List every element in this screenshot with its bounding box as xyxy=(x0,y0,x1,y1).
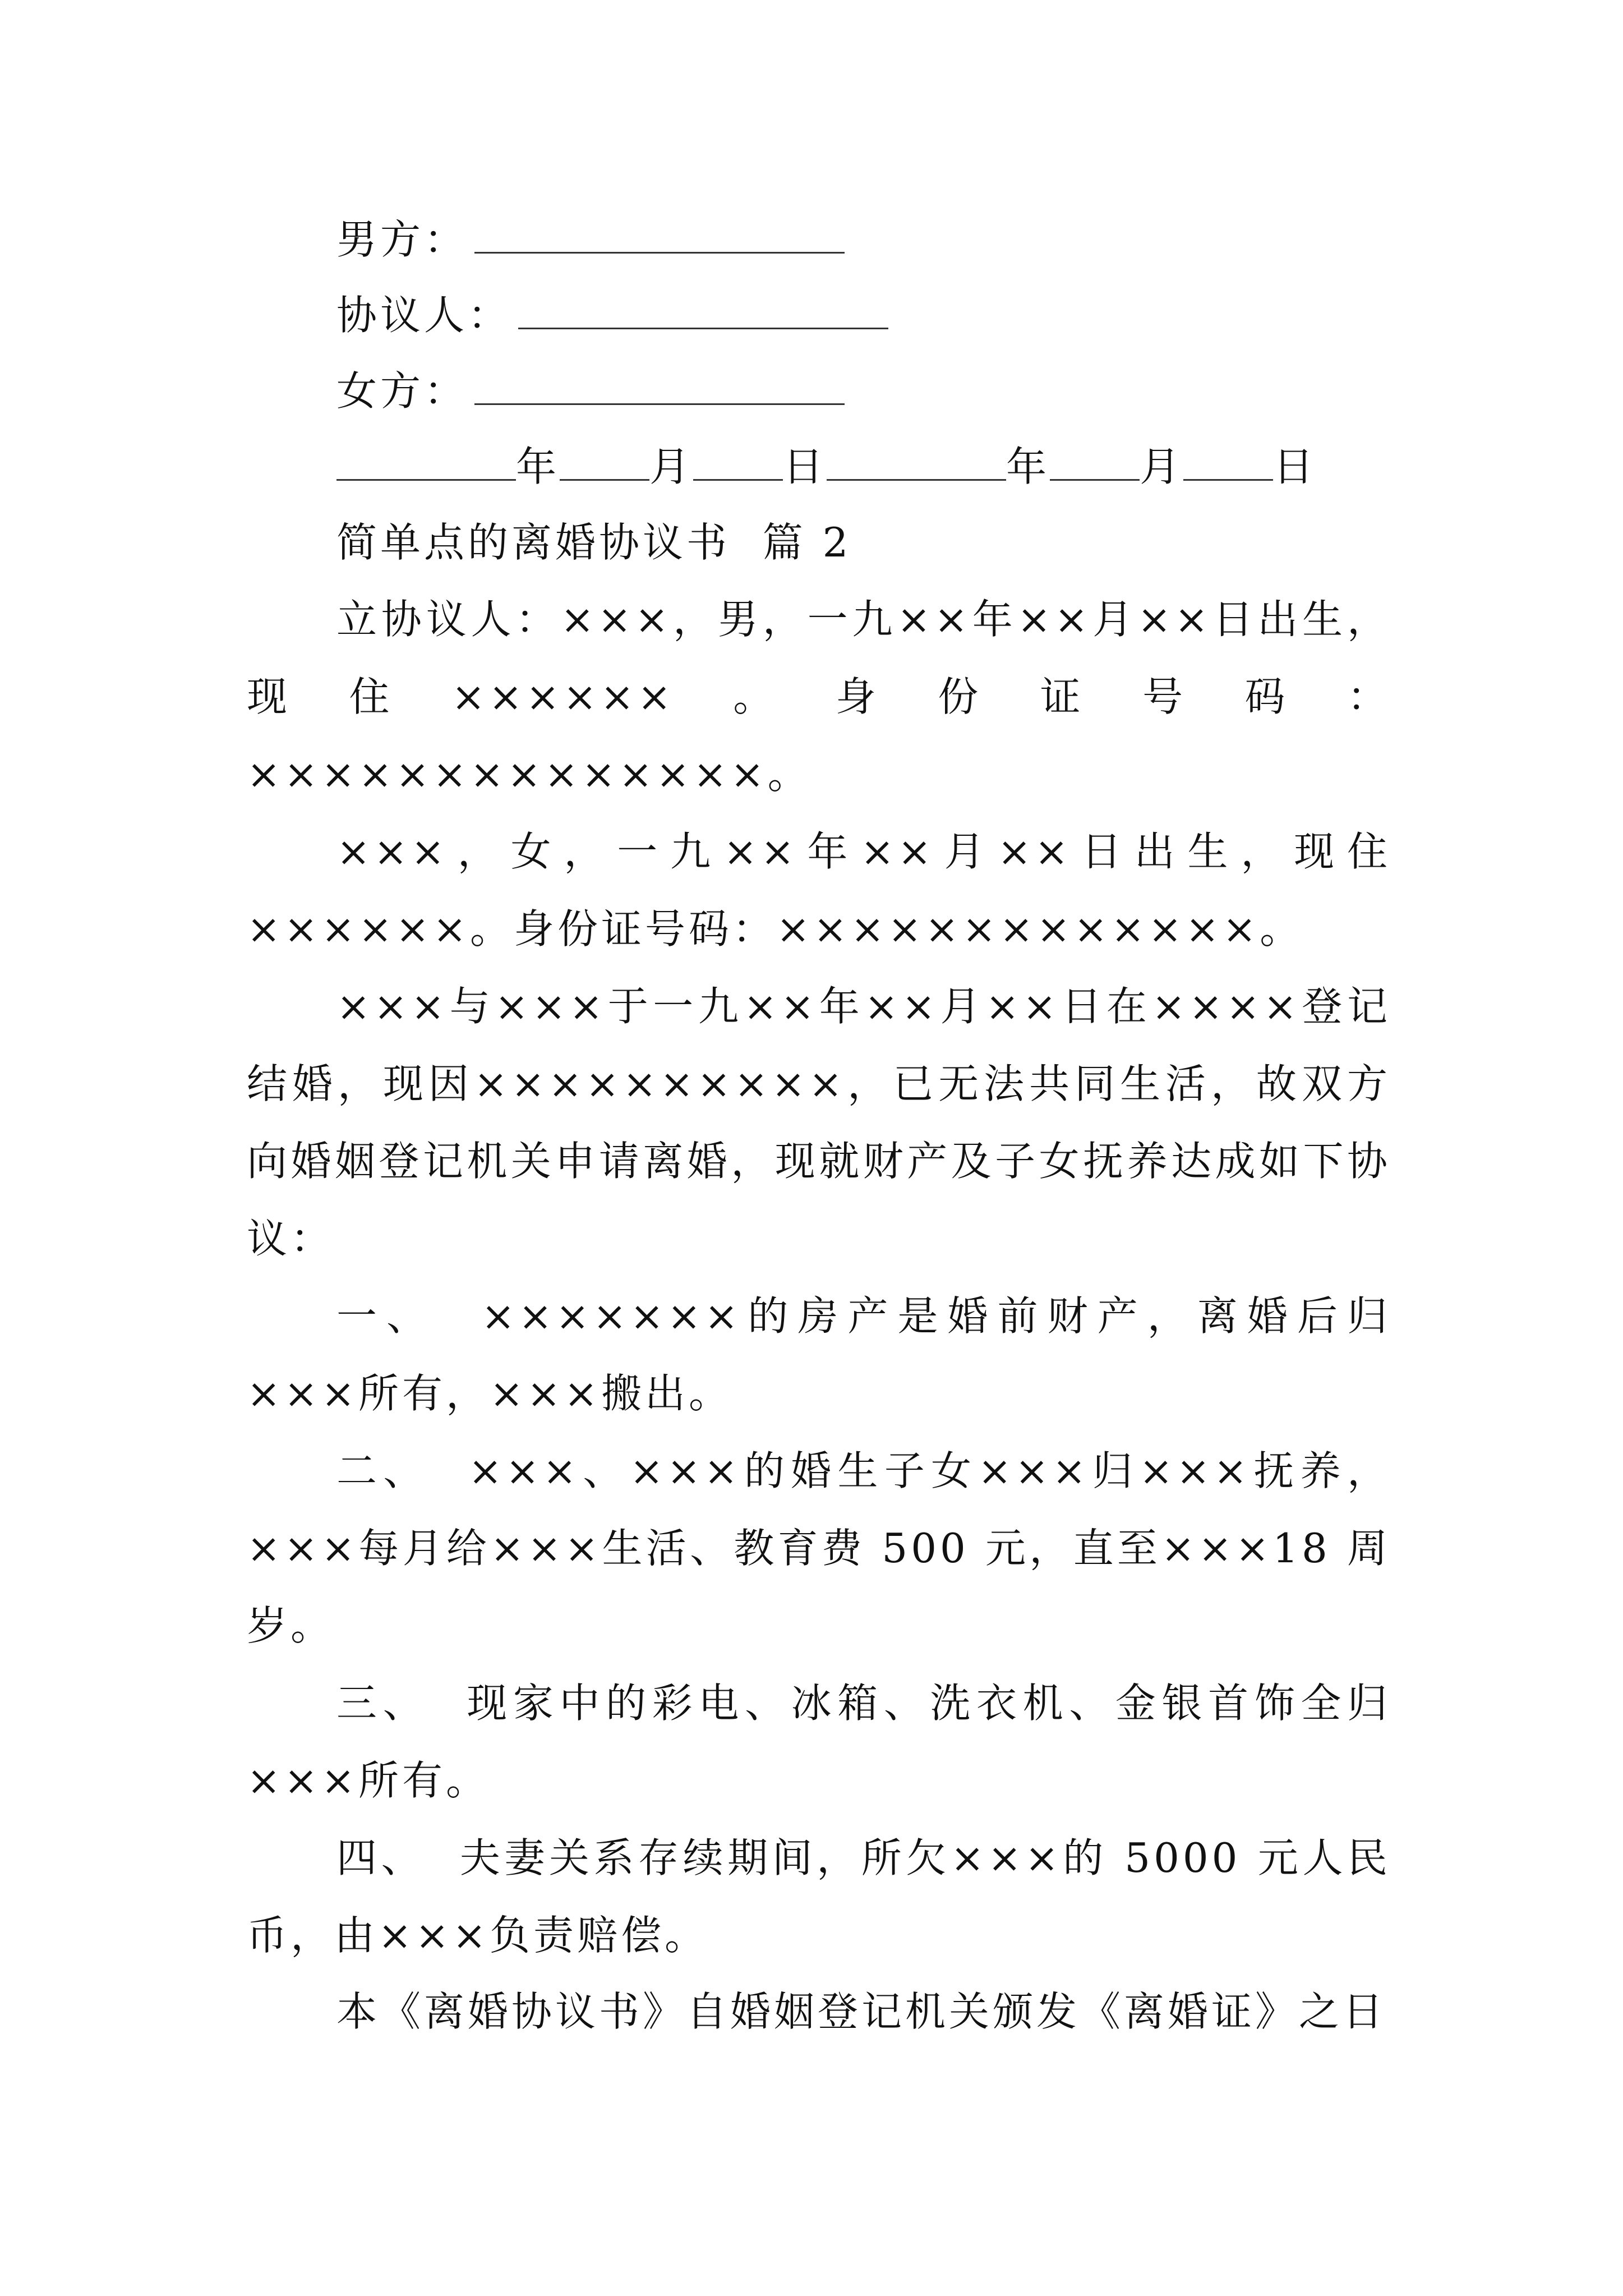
day-label-1: 日 xyxy=(783,443,827,490)
effective-clause-line: 本《离婚协议书》自婚姻登记机关颁发《离婚证》之日 xyxy=(336,1988,1387,2035)
female-signature-blank xyxy=(474,372,845,405)
day-blank-2 xyxy=(1183,448,1273,481)
female-signature-line xyxy=(247,353,1391,429)
male-label: 男方： xyxy=(336,216,468,263)
date-line xyxy=(247,429,1391,505)
male-signature-blank xyxy=(474,220,845,254)
clause-1-property: 一、 ×××××××的房产是婚前财产，离婚后归×××所有，×××搬出。 xyxy=(247,1292,1391,1417)
document-body xyxy=(247,202,1391,2050)
marriage-background-paragraph: ×××与×××于一九××年××月××日在××××登记结婚，现因××××××××××，已无法共同生活，故双方向婚姻登记机关申请离婚，现就财产及子女抚养达成如下协议： xyxy=(247,983,1391,1262)
agreement-party-signature-line xyxy=(247,278,1391,353)
female-label: 女方： xyxy=(336,367,468,415)
month-label-2: 月 xyxy=(1140,443,1184,490)
section-title: 简单点的离婚协议书 篇 2 xyxy=(336,519,852,566)
parties-paragraph-male: 立协议人：×××，男，一九××年××月××日出生，现住××××××。身份证号码：××××××××××××××。 xyxy=(247,596,1391,798)
day-label-2: 日 xyxy=(1273,443,1317,490)
month-label-1: 月 xyxy=(649,443,694,490)
year-label-2: 年 xyxy=(1006,443,1050,490)
month-blank-2 xyxy=(1050,448,1140,481)
year-blank-2 xyxy=(827,448,1006,481)
month-blank-1 xyxy=(560,448,649,481)
day-blank-1 xyxy=(693,448,783,481)
clause-4-debt: 四、 夫妻关系存续期间，所欠×××的 5000 元人民币，由×××负责赔偿。 xyxy=(247,1834,1391,1959)
parties-paragraph-female: ×××，女，一九××年××月××日出生，现住××××××。身份证号码：×××××××××××××。 xyxy=(247,828,1391,953)
year-blank-1 xyxy=(336,448,516,481)
male-signature-line xyxy=(247,202,1391,278)
clause-2-child-custody: 二、 ×××、×××的婚生子女×××归×××抚养，×××每月给×××生活、教育费 500 元，直至×××18 周岁。 xyxy=(247,1447,1391,1649)
year-label-1: 年 xyxy=(516,443,560,490)
agreement-party-signature-blank xyxy=(518,296,888,329)
agreement-party-label: 协议人： xyxy=(336,292,512,339)
clause-3-household-items: 三、 现家中的彩电、冰箱、洗衣机、金银首饰全归×××所有。 xyxy=(247,1680,1391,1804)
